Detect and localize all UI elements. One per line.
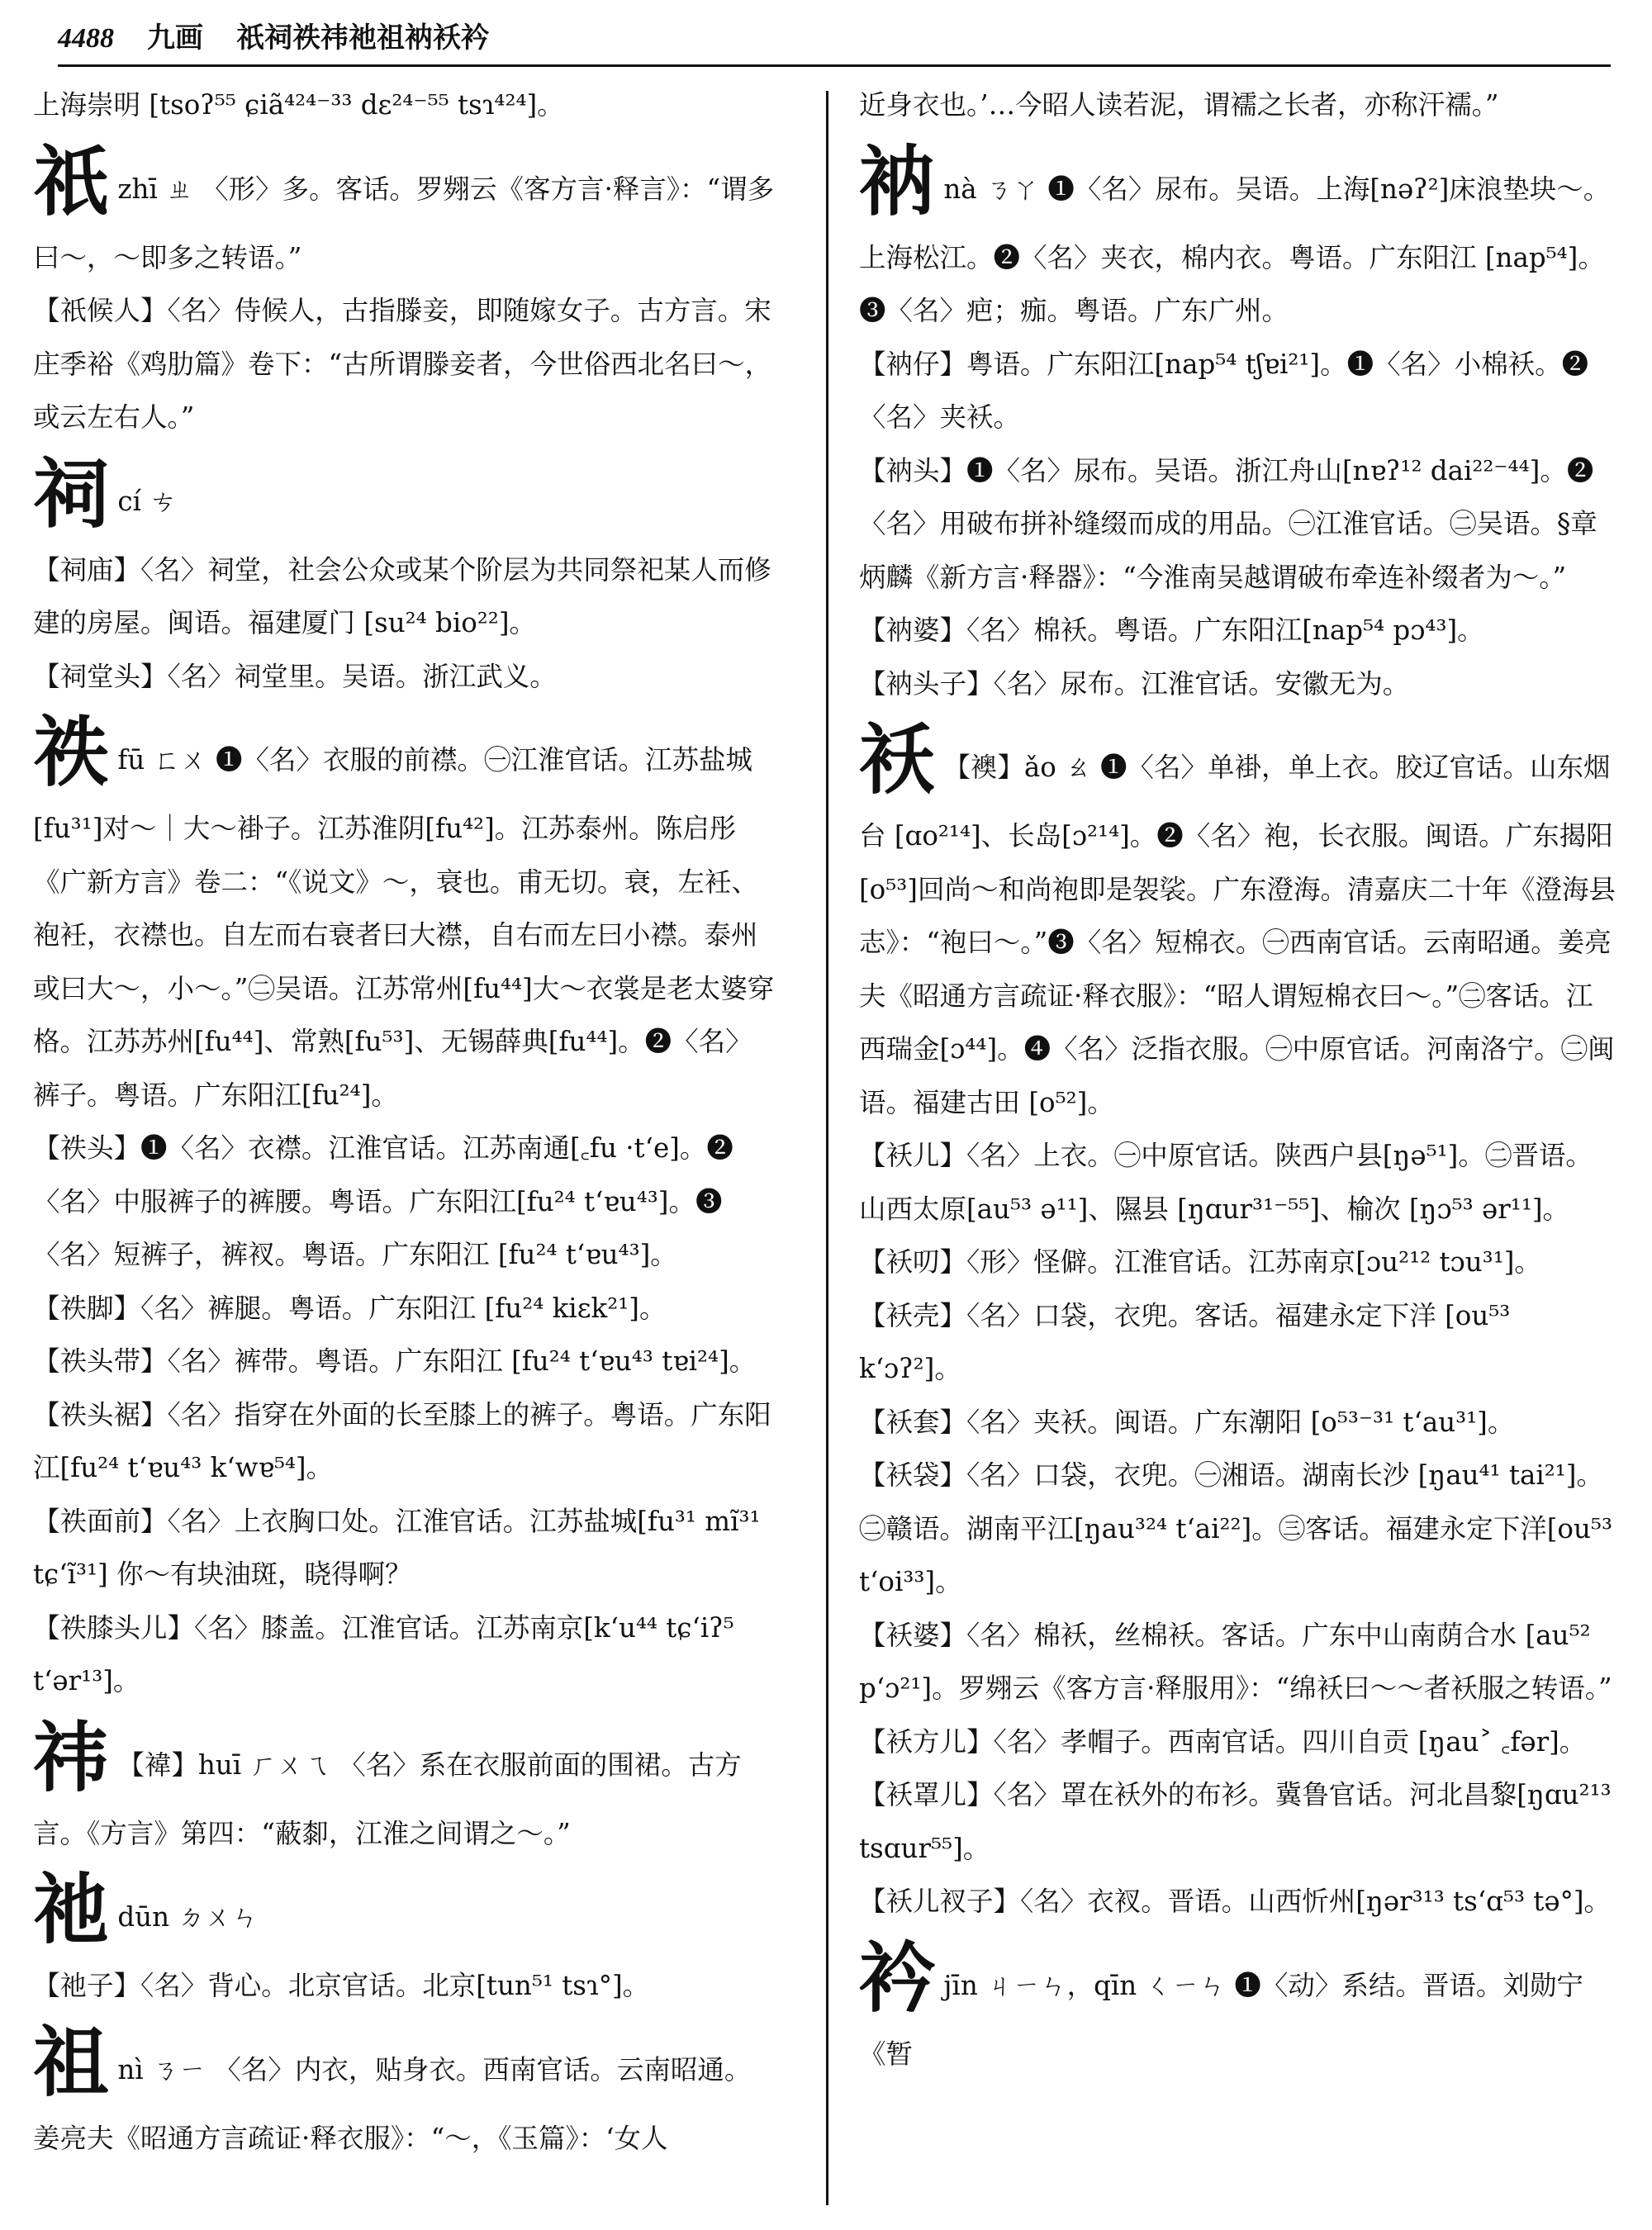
sub-entry: 【祑脚】〈名〉裤腿。粤语。广东阳江 [fu²⁴ kiɛk²¹]。 — [33, 1292, 667, 1324]
headword-entry: 衿 jīn ㄐㄧㄣ，qīn ㄑㄧㄣ ❶〈动〉系结。晋语。刘勋宁《暂 — [859, 1933, 1583, 2070]
sub-entry: 【祂子】〈名〉背心。北京官话。北京[tun⁵¹ tsɿ°]。 — [33, 1970, 650, 2001]
headword-entry: 祂 dūn ㄉㄨㄣ — [33, 1865, 259, 1954]
left-column — [33, 78, 776, 2209]
headword-char: 祠 — [33, 448, 110, 539]
sub-entry: 【袄袋】〈名〉口袋，衣兜。㊀湘语。湖南长沙 [ŋau⁴¹ tai²¹]。㊁赣语。湖南平江[ŋau³²⁴ tʻai²²]。㊂客话。福建永定下洋[ou⁵³ tʻoi³³]。 — [859, 1459, 1612, 1597]
column-divider — [826, 91, 828, 2205]
headword-entry: 祖 nì ㄋㄧ 〈名〉内衣，贴身衣。西南官话。云南昭通。姜亮夫《昭通方言疏证·释衣服》：“～，《玉篇》：‘女人 — [33, 2017, 752, 2154]
sub-entry: 【祑头带】〈名〉裤带。粤语。广东阳江 [fu²⁴ tʻɐu⁴³ tɐi²⁴]。 — [33, 1345, 757, 1377]
headword-char: 袄 — [859, 715, 936, 804]
sub-entry: 【袄套】〈名〉夹袄。闽语。广东潮阳 [o⁵³⁻³¹ tʻau³¹]。 — [859, 1406, 1515, 1438]
sub-entry: 【袄罩儿】〈名〉罩在袄外的布衫。冀鲁官话。河北昌黎[ŋɑu²¹³ tsɑur⁵⁵]。 — [859, 1779, 1612, 1864]
sub-entry: 【袄婆】〈名〉棉袄，丝棉袄。客话。广东中山南荫合水 [au⁵² pʻɔ²¹]。罗翙云《客方言·释服用》：“绵袄曰～～者袄服之转语。” — [859, 1619, 1612, 1704]
sub-entry: 【袄叨】〈形〉怪僻。江淮官话。江苏南京[ɔu²¹² tɔu³¹]。 — [859, 1246, 1541, 1278]
headword-char: 祂 — [33, 1865, 110, 1954]
sub-entry: 【祇候人】〈名〉侍候人，古指滕妾，即随嫁女子。古方言。宋庄季裕《鸡肋篇》卷下：“古所谓滕妾者，今世俗西北名曰～，或云左右人。” — [33, 295, 772, 433]
right-column — [859, 78, 1619, 2209]
headword-char: 祖 — [33, 2017, 110, 2107]
entry-continuation: 近身衣也。’…今昭人读若泥，谓襦之长者，亦称汗襦。” — [859, 89, 1499, 121]
page-header — [58, 15, 1611, 67]
headword-char: 祎 — [33, 1712, 110, 1802]
sub-entry: 【衲婆】〈名〉棉袄。粤语。广东阳江[nap⁵⁴ pɔ⁴³]。 — [859, 614, 1484, 646]
headword-entry: 祠 cí ㄘ — [33, 448, 177, 539]
section-label: 九画 — [147, 21, 203, 55]
headword-char: 祑 — [33, 708, 110, 797]
headword-entry: 袄 【襖】ǎo ㄠ ❶〈名〉单褂，单上衣。胶辽官话。山东烟台 [ɑo²¹⁴]、长岛[ɔ²¹⁴]。❷〈名〉袍，长衣服。闽语。广东揭阳[o⁵³]回尚～和尚袍即是袈裟。广东澄海。清嘉庆二十年《澄海县志》：“袍曰～。”❸〈名〉短棉衣。㊀西南官话。云南昭通。姜亮夫《昭通方言疏证·释衣服》：“昭人谓短棉衣曰～。”㊁客话。江西瑞金[ɔ⁴⁴]。❹〈名〉泛指衣服。㊀中原官话。河南洛宁。㊁闽语。福建古田 [o⁵²]。 — [859, 715, 1616, 1118]
header-characters: 祇祠祑祎祂祖衲袄衿 — [236, 21, 489, 55]
sub-entry: 【衲仔】粤语。广东阳江[nap⁵⁴ tʃɐi²¹]。❶〈名〉小棉袄。❷〈名〉夹袄。 — [859, 348, 1589, 433]
sub-entry: 【衲头子】〈名〉尿布。江淮官话。安徽无为。 — [859, 667, 1410, 700]
sub-entry: 【袄壳】〈名〉口袋，衣兜。客话。福建永定下洋 [ou⁵³ kʻɔʔ²]。 — [859, 1299, 1511, 1384]
headword-char: 祇 — [33, 136, 110, 226]
sub-entry: 【祑面前】〈名〉上衣胸口处。江淮官话。江苏盐城[fu³¹ mĩ³¹ tɕʻĩ³¹] 你～有块油斑，晓得啊？ — [33, 1505, 761, 1590]
sub-entry: 【祠堂头】〈名〉祠堂里。吴语。浙江武义。 — [33, 660, 557, 692]
sub-entry: 【祑膝头儿】〈名〉膝盖。江淮官话。江苏南京[kʻu⁴⁴ tɕʻiʔ⁵ tʻər¹³]。 — [33, 1611, 734, 1696]
page-number: 4488 — [58, 23, 114, 54]
headword-char: 衲 — [859, 136, 936, 226]
sub-entry: 【祑头】❶〈名〉衣襟。江淮官话。江苏南通[꜀fu ·tʻe]。❷〈名〉中服裤子的裤腰。粤语。广东阳江[fu²⁴ tʻɐu⁴³]。❸〈名〉短裤子，裤衩。粤语。广东阳江 [fu²⁴ tʻɐu⁴³]。 — [33, 1132, 733, 1270]
headword-entry: 衲 nà ㄋㄚ ❶〈名〉尿布。吴语。上海[nəʔ²]床浪垫块～。上海松江。❷〈名〉夹衣，棉内衣。粤语。广东阳江 [nap⁵⁴]。❸〈名〉疤；痂。粤语。广东广州。 — [859, 136, 1611, 326]
sub-entry: 【袄儿衩子】〈名〉衣衩。晋语。山西忻州[ŋər³¹³ tsʻɑ⁵³ tə°]。 — [859, 1886, 1612, 1917]
entry-continuation: 上海崇明 [tsoʔ⁵⁵ ɕiã⁴²⁴⁻³³ dɛ²⁴⁻⁵⁵ tsɿ⁴²⁴]。 — [33, 89, 564, 121]
sub-entry: 【祠庙】〈名〉祠堂，社会公众或某个阶层为共同祭祀某人而修建的房屋。闽语。福建厦门 [su²⁴ bio²²]。 — [33, 553, 771, 638]
headword-entry: 祎 【褘】huī ㄏㄨㄟ 〈名〉系在衣服前面的围裙。古方言。《方言》第四：“蔽厀，江淮之间谓之～。” — [33, 1712, 742, 1849]
sub-entry: 【衲头】❶〈名〉尿布。吴语。浙江舟山[nɐʔ¹² dai²²⁻⁴⁴]。❷〈名〉用破布拼补缝缀而成的用品。㊀江淮官话。㊁吴语。§章炳麟《新方言·释器》：“今淮南吴越谓破布牵连补缀者为～。” — [859, 454, 1597, 593]
headword-char: 衿 — [859, 1933, 936, 2023]
sub-entry: 【祑头裾】〈名〉指穿在外面的长至膝上的裤子。粤语。广东阳江[fu²⁴ tʻɐu⁴³ kʻwɐ⁵⁴]。 — [33, 1398, 771, 1483]
headword-entry: 祑 fū ㄈㄨ ❶〈名〉衣服的前襟。㊀江淮官话。江苏盐城[fu³¹]对～｜大～褂子。江苏淮阴[fu⁴²]。江苏泰州。陈启彤《广新方言》卷二：“《说文》～，衰也。甫无切。衰，左衽、袍衽，衣襟也。自左而右衰者曰大襟，自右而左曰小襟。泰州或曰大～，小～。”㊁吴语。江苏常州[fu⁴⁴]大～衣裳是老太婆穿格。江苏苏州[fu⁴⁴]、常熟[fu⁵³]、无锡薛典[fu⁴⁴]。❷〈名〉裤子。粤语。广东阳江[fu²⁴]。 — [33, 708, 775, 1111]
sub-entry: 【袄儿】〈名〉上衣。㊀中原官话。陕西户县[ŋə⁵¹]。㊁晋语。山西太原[au⁵³ ə¹¹]、隰县 [ŋɑur³¹⁻⁵⁵]、榆次 [ŋɔ⁵³ ər¹¹]。 — [859, 1140, 1593, 1225]
headword-entry: 祇 zhī ㄓ 〈形〉多。客话。罗翙云《客方言·释言》：“谓多曰～，～即多之转语。” — [33, 136, 775, 273]
sub-entry: 【袄方儿】〈名〉孝帽子。西南官话。四川自贡 [ŋau˃ ꜀fər]。 — [859, 1725, 1587, 1758]
